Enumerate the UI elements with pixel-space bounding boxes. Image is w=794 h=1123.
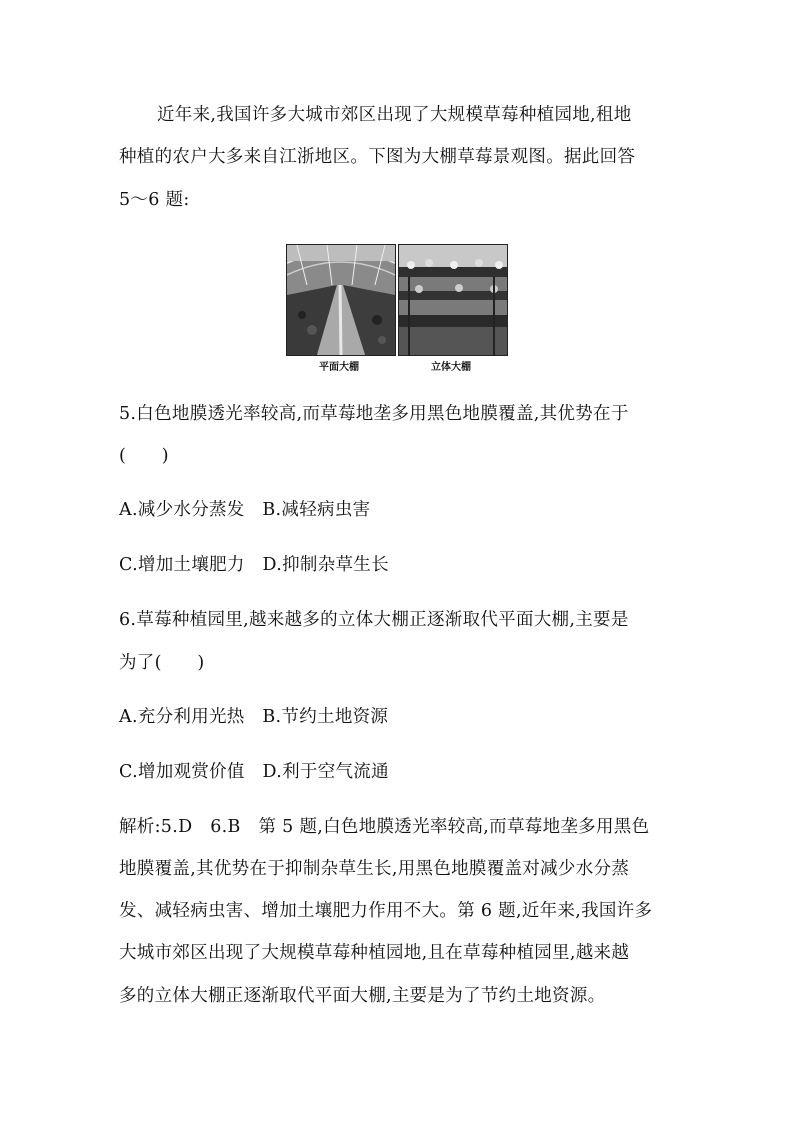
intro-line-2: 种植的农户大多来自江浙地区。下图为大棚草莓景观图。据此回答: [119, 147, 636, 167]
intro-line-1: 近年来,我国许多大城市郊区出现了大规模草莓种植园地,租地: [157, 105, 632, 125]
greenhouse-figure: [286, 244, 508, 375]
q6-options-cd: C.增加观赏价值 D.利于空气流通: [119, 762, 389, 782]
analysis-line-4: 大城市郊区出现了大规模草莓种植园地,且在草莓种植园里,越来越: [119, 943, 630, 963]
q6-stem-line-1: 6.草莓种植园里,越来越多的立体大棚正逐渐取代平面大棚,主要是: [119, 610, 629, 630]
caption-stacked-greenhouse: 立体大棚: [431, 362, 471, 373]
stacked-greenhouse-photo: [398, 244, 508, 356]
q5-stem-line-1: 5.白色地膜透光率较高,而草莓地垄多用黑色地膜覆盖,其优势在于: [119, 404, 629, 424]
intro-line-3: 5～6 题:: [119, 190, 190, 210]
q6-options-ab: A.充分利用光热 B.节约土地资源: [119, 707, 389, 727]
q5-options-cd: C.增加土壤肥力 D.抑制杂草生长: [119, 555, 389, 575]
flat-greenhouse-photo: [286, 244, 396, 356]
q5-options-ab: A.减少水分蒸发 B.减轻病虫害: [119, 500, 371, 520]
q6-stem-line-2: 为了( ): [119, 653, 205, 673]
q5-stem-line-2: ( ): [119, 446, 169, 466]
analysis-line-3: 发、减轻病虫害、增加土壤肥力作用不大。第 6 题,近年来,我国许多: [119, 901, 653, 921]
analysis-line-5: 多的立体大棚正逐渐取代平面大棚,主要是为了节约土地资源。: [119, 986, 606, 1006]
analysis-line-2: 地膜覆盖,其优势在于抑制杂草生长,用黑色地膜覆盖对减少水分蒸: [119, 859, 630, 879]
caption-flat-greenhouse: 平面大棚: [319, 362, 359, 373]
analysis-line-1: 解析:5.D 6.B 第 5 题,白色地膜透光率较高,而草莓地垄多用黑色: [119, 817, 650, 837]
